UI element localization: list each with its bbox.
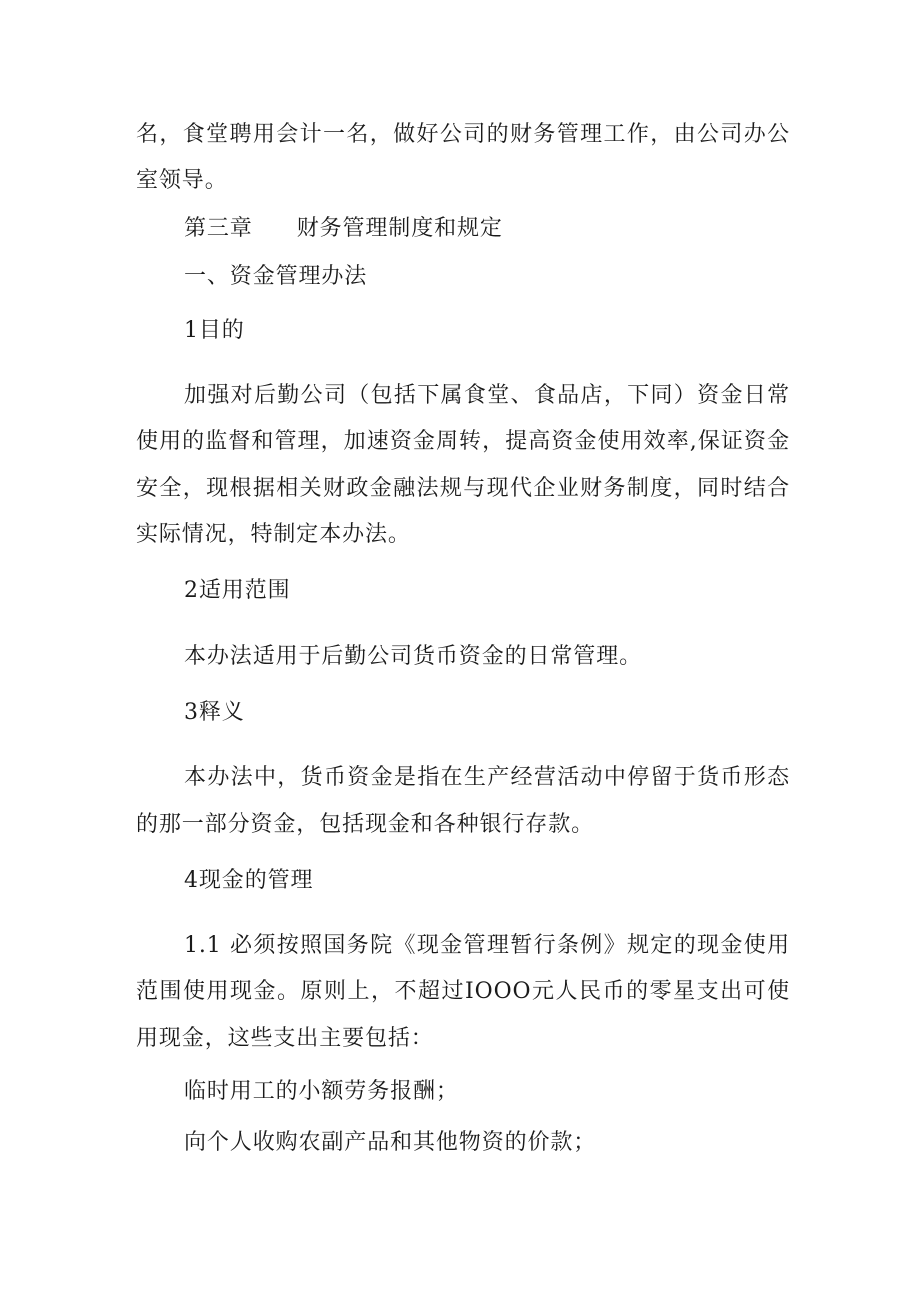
paragraph-line: 加强对后勤公司（包括下属食堂、食品店，下同）资金日常 — [184, 383, 790, 408]
section-title: 一、资金管理办法 — [184, 264, 368, 289]
list-item: 临时用工的小额劳务报酬； — [184, 1079, 459, 1104]
heading-definition: 3释义 — [184, 700, 245, 725]
list-item: 向个人收购农副产品和其他物资的价款； — [184, 1130, 597, 1155]
paragraph-line: 名，食堂聘用会计一名，做好公司的财务管理工作，由公司办公 — [136, 122, 790, 147]
chapter-number: 第三章 — [184, 216, 253, 241]
heading-scope: 2适用范围 — [184, 578, 291, 603]
paragraph-line: 的那一部分资金，包括现金和各种银行存款。 — [136, 812, 595, 837]
heading-cash: 4现金的管理 — [184, 868, 314, 893]
paragraph-line: 本办法中，货币资金是指在生产经营活动中停留于货币形态 — [184, 765, 790, 790]
chapter-title: 财务管理制度和规定 — [296, 216, 503, 241]
paragraph-line: 使用的监督和管理，加速资金周转，提高资金使用效率,保证资金 — [136, 429, 790, 454]
paragraph-line: 实际情况，特制定本办法。 — [136, 522, 411, 547]
chapter-heading — [184, 214, 790, 244]
paragraph-line: 用现金，这些支出主要包括： — [136, 1026, 434, 1051]
heading-purpose: 1目的 — [184, 318, 245, 343]
paragraph-line: 安全，现根据相关财政金融法规与现代企业财务制度，同时结合 — [136, 476, 790, 501]
paragraph-line: 1.1 必须按照国务院《现金管理暂行条例》规定的现金使用 — [184, 933, 790, 958]
paragraph-line: 本办法适用于后勤公司货币资金的日常管理。 — [184, 644, 643, 669]
paragraph-line: 室领导。 — [136, 168, 228, 193]
paragraph-line: 范围使用现金。原则上，不超过IOOO元人民币的零星支出可使 — [136, 979, 790, 1004]
